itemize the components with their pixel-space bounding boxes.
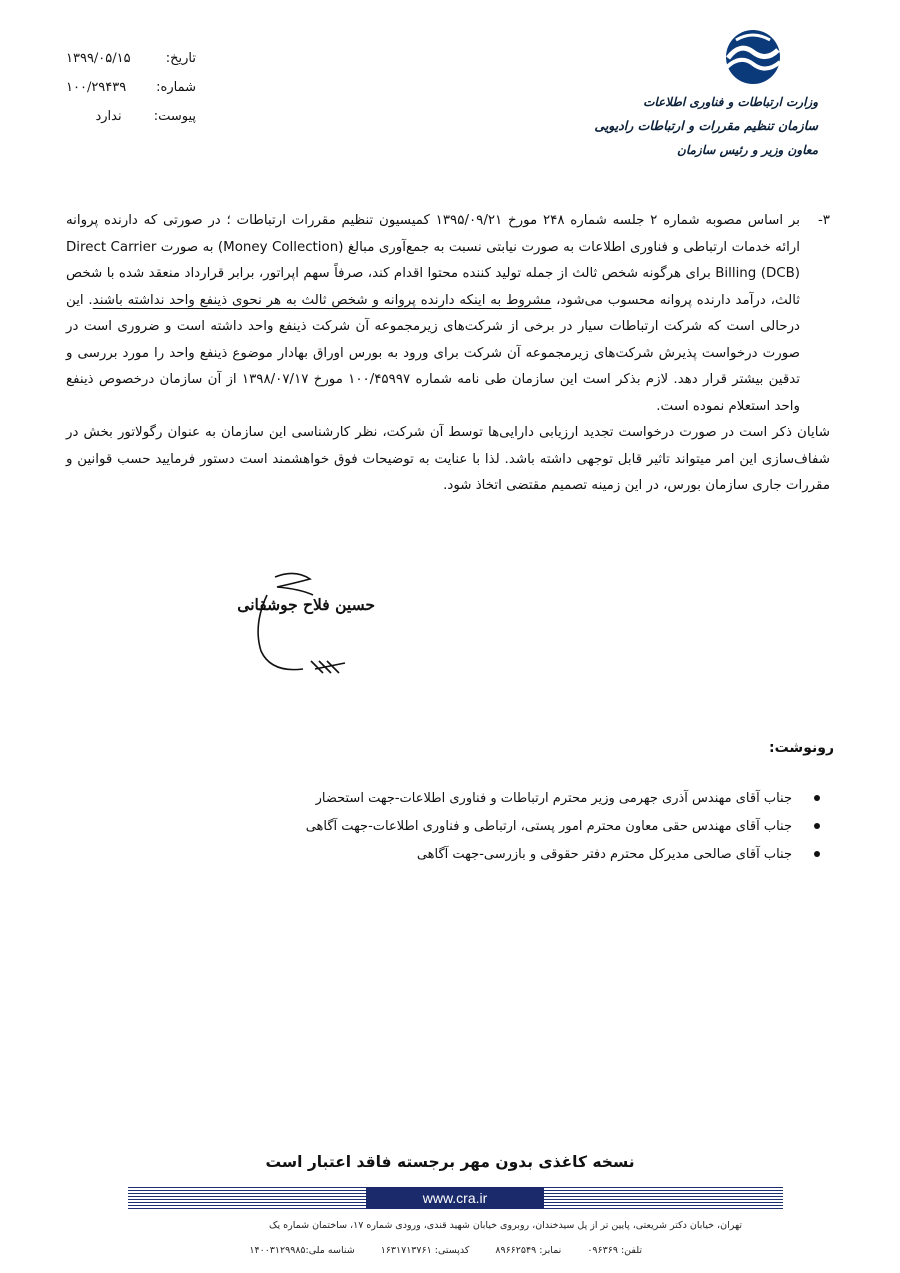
organization-name	[594, 90, 818, 162]
handwritten-signature	[215, 565, 415, 695]
bullet-icon	[814, 795, 820, 801]
ministry-name: وزارت ارتباطات و فناوری اطلاعات	[643, 95, 818, 109]
cc-item-text: جناب آقای مهندس حقی معاون محترم امور پستی، ارتباطی و فناوری اطلاعات-جهت آگاهی	[305, 818, 792, 834]
cc-title: رونوشت:	[769, 740, 834, 756]
number-row	[66, 73, 196, 102]
cc-item	[260, 784, 820, 812]
item-text-before: بر اساس مصوبه شماره ۲ جلسه شماره ۲۴۸ مورخ ۱۳۹۵/۰۹/۲۱ کمیسیون تنظیم مقررات ارتباطات ؛ در صورتی که دارنده پروانه ارائه خدمات ارتباطی و فناوری اطلاعات به صورت نیابتی نسبت به جمع‌آوری مبالغ (Money Collection) به صورت Direct Carrier Billing (DCB) برای هرگونه شخص ثالث از جمله تولید کننده محتوا اقدام کند، صرفاً سهم اپراتور، برابر قرارداد منعقد شده با شخص ثالث، درآمد دارنده پروانه محسوب می‌شود،	[66, 213, 801, 308]
date-label: تاریخ:	[165, 51, 196, 66]
cc-list	[260, 784, 820, 868]
cra-logo-icon	[722, 28, 784, 86]
footer-fax: نمابر: ۸۹۶۶۲۵۴۹	[495, 1245, 562, 1256]
cc-item	[260, 840, 820, 868]
signer-position: معاون وزیر و رئیس سازمان	[677, 143, 818, 157]
cc-item	[260, 812, 820, 840]
website-link[interactable]: www.cra.ir	[366, 1187, 544, 1209]
number-label: شماره:	[156, 80, 196, 95]
closing-paragraph: شایان ذکر است در صورت درخواست تجدید ارزیابی دارایی‌ها توسط آن شرکت، نظر کارشناسی این سازمان به عنوان رگولاتور بخش در شفاف‌سازی این امر میتواند تاثیر قابل توجهی داشته باشد. لذا با عنایت به توضیحات فوق خواهشمند است دستور فرمایید حسب قوانین و مقررات جاری سازمان بورس، در این زمینه تصمیم مقتضی اتخاذ شود.	[66, 425, 830, 493]
signer-name: حسین فلاح جوشقانی	[237, 595, 375, 614]
item-text-after: . این درحالی است که شرکت ارتباطات سیار در برخی از شرکت‌های زیرمجموعه آن شرکت ذینفع واحد داشته است و ضروری است در صورت درخواست پذیرش شرکت‌های زیرمجموعه آن شرکت برای ورود به بورس اوراق بهادار موضوع ذینفع واحد را مورد بررسی و تدقین بیشتر قرار دهد. لازم بذکر است این سازمان طی نامه شماره ۱۰۰/۴۵۹۹۷ مورخ ۱۳۹۸/۰۷/۱۷ از آن سازمان درخصوص ذینفع واحد استعلام نموده است.	[66, 292, 800, 414]
signature-block	[215, 565, 415, 695]
date-value: ۱۳۹۹/۰۵/۱۵	[66, 51, 131, 66]
attachment-row	[66, 102, 196, 131]
cc-item-text: جناب آقای مهندس آذری جهرمی وزیر محترم ارتباطات و فناوری اطلاعات-جهت استحضار	[315, 790, 792, 806]
date-row	[66, 44, 196, 73]
validity-notice: نسخه کاغذی بدون مهر برجسته فاقد اعتبار است	[265, 1153, 635, 1171]
paragraph-item-3	[66, 208, 830, 420]
letter-meta	[66, 44, 196, 131]
bullet-icon	[814, 851, 820, 857]
footer-band	[128, 1187, 783, 1209]
footer-phone: تلفن: ۰۹۶۳۶۹	[587, 1245, 642, 1256]
cc-item-text: جناب آقای صالحی مدیرکل محترم دفتر حقوقی و بازرسی-جهت آگاهی	[416, 846, 792, 862]
footer-contacts	[249, 1245, 642, 1256]
attachment-label: پیوست:	[153, 109, 196, 124]
letter-body	[66, 208, 830, 500]
item-text	[66, 208, 800, 420]
footer-national-id: شناسه ملی:۱۴۰۰۳۱۲۹۹۸۵	[249, 1245, 355, 1256]
item-number: ۳-	[817, 213, 830, 228]
footer-address: تهران، خیابان دکتر شریعتی، پایین تر از پل سیدخندان، روبروی خیابان شهید قندی، ورودی شماره ۱۷، ساختمان شماره یک	[268, 1220, 742, 1231]
item-text-underlined: مشروط به اینکه دارنده پروانه و شخص ثالث به هر نحوی ذینفع واحد نداشته باشند	[92, 292, 552, 308]
footer-postal-code: کدپستی: ۱۶۳۱۷۱۳۷۶۱	[380, 1245, 470, 1256]
organization-title: سازمان تنظیم مقررات و ارتباطات رادیویی	[594, 118, 818, 133]
number-value: ۱۰۰/۲۹۴۳۹	[66, 80, 127, 95]
attachment-value: ندارد	[95, 109, 122, 124]
bullet-icon	[814, 823, 820, 829]
